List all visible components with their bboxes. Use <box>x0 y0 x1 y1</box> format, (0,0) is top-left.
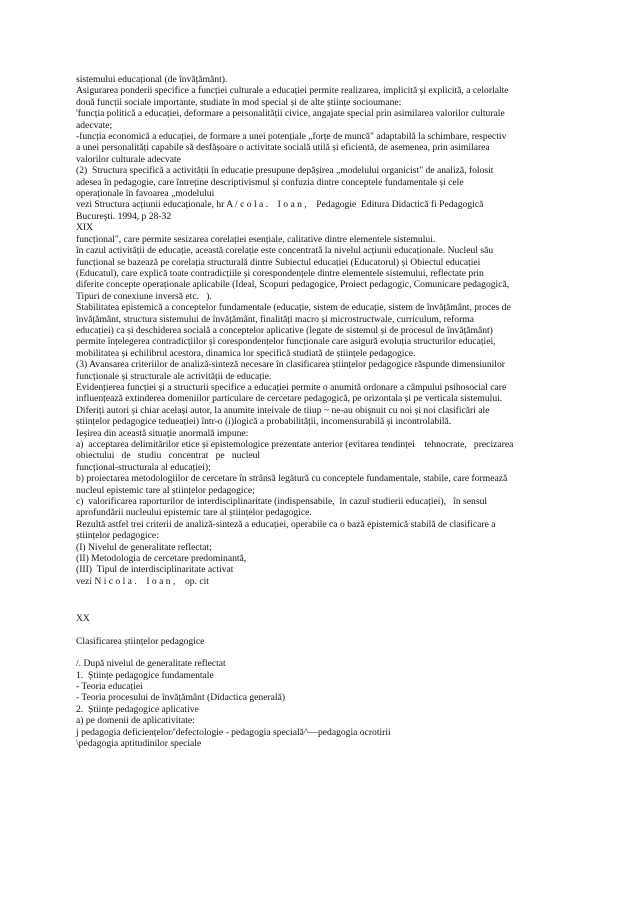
text-line: b) proiectarea metodologiilor de cercetare în strânsă legătură cu conceptele fundamentale, stabile, care formează <box>76 473 508 485</box>
text-line: /. După nivelul de generalitate reflectat <box>76 658 226 670</box>
page-content <box>76 74 576 749</box>
text-line: influențează extinderea domeniilor particulare de cercetare pedagogică, pe orizontala și pe verticala sistemului. <box>76 393 503 405</box>
text-line: Ieșirea din această situație anormală impune: <box>76 427 249 439</box>
spacer <box>76 587 576 613</box>
text-line: a) acceptarea delimitărilor etice și epistemologice prezentate anterior (evitarea tendinței tehnocrate, precizarea <box>76 439 514 450</box>
text-line: vezi Structura acțiunii educaționale, hr A / c o l a . I o a n , Pedagogie Editura Didactică fi Pedagogică <box>76 199 484 211</box>
text-line: \pedagogia aptitudinilor speciale <box>76 737 202 749</box>
text-line: - Teoria educației <box>76 680 143 692</box>
text-line: funcțional-structurala al educației); <box>76 461 211 473</box>
text-line: adesea în pedagogie, care întreține descriptivismul și confuzia dintre conceptele fundamentale și cele <box>76 176 464 188</box>
text-line: vezi N i c o l a . I o a n , op. cit <box>76 575 209 587</box>
spacer <box>76 647 576 658</box>
text-line: științelor pedagogice tedueației) într-o (i)logică a probabilității, incomensurabilă și incontrolabilă. <box>76 416 452 428</box>
text-line: c) valorificarea raporturilor de interdisciplinaritate (indispensabile, în cazul studierii educației), în sensul <box>76 496 488 508</box>
text-line: (II) Metodologia de cercetare predominantă, <box>76 553 247 565</box>
text-line: XIX <box>76 222 94 234</box>
text-line: diferite concepte operaționale aplicabile (Ideal, Scopuri pedagogice, Proiect pedagogic, Comunicare pedagogică, <box>76 279 510 291</box>
text-line: operaționale în favoarea „modelului <box>76 188 215 200</box>
text-line: (III) Tipul de interdisciplinaritate activat <box>76 564 234 576</box>
section-title: Clasificarea științelor pedagogice <box>76 635 205 647</box>
text-line: aprofundării nucleului epistemic tare al științelor pedagogice. <box>76 507 312 519</box>
text-line: - Teoria procesului de învățământ (Didactica generală) <box>76 692 286 704</box>
text-line: funcțional se bazează pe corelația structurală dintre Subiectul educației (Educatorul) și Obiectul educației <box>76 256 481 268</box>
text-line: 1. Științe pedagogice fundamentale <box>76 669 214 681</box>
text-line: Rezultă astfel trei criterii de analiză-sinteză a educației, operabile ca o bază epistemică stabilă de clasificare a <box>76 518 496 530</box>
text-line: Evidențierea funcției și a structurii specifice a educației permite o anumită ordonare a câmpului psihosocial care <box>76 381 507 393</box>
text-line: sistemului educațional (de învățământ). <box>76 74 228 85</box>
spacer <box>76 625 576 636</box>
text-line: Asigurarea ponderii specifice a funcției culturale a educației permite realizarea, implicită și explicită, a celorlalte <box>76 85 509 97</box>
text-line: Stabilitatea epistemică a conceptelor fundamentale (educație, sistem de educație, sistem de învățământ, proces de <box>76 302 511 314</box>
text-line: a) pe domenii de aplicativitate: <box>76 715 195 727</box>
text-line: funcțional", care permite sesizarea corelației esențiale, calitative dintre elementele sistemului. <box>76 233 436 245</box>
text-line: valorilor culturale adecvate <box>76 153 181 165</box>
text-line: adecvate; <box>76 119 113 131</box>
text-line: -funcția economică a educației, de formare a unei potențiale „forțe de muncă" adaptabilă la schimbare, respectiv <box>76 131 507 143</box>
text-line: două funcții sociale importante, studiate în mod special și de alte științe socioumane: <box>76 96 402 108</box>
section-marker: XX <box>76 613 90 625</box>
text-line: nucleul epistemic tare al științelor pedagogice; <box>76 484 255 496</box>
text-line: funcționale și structurale ale activității de educație. <box>76 370 272 382</box>
text-line: 'funcția politică a educației, deformare a personalității civice, angajate special prin asimilarea valorilor culturale <box>76 108 505 120</box>
text-line: în cazul activității de educație, această corelație este concentrată la nivelul acțiunii educaționale. Nucleul său <box>76 245 494 257</box>
text-line: științelor pedagogice: <box>76 530 159 542</box>
text-line: a unei personalități capabile să desfășoare o activitate socială utilă și eficientă, de asemenea, prin asimilarea <box>76 142 490 154</box>
text-block-main <box>76 74 576 587</box>
text-line: (I) Nivelul de generalitate reflectat; <box>76 541 212 553</box>
text-line: (2) Structura specifică a activității în educație presupune depășirea „modelului organicist" de analiză, folosit <box>76 165 494 177</box>
text-line: 2. Științe pedagogice aplicative <box>76 703 199 715</box>
text-line: (3) Avansarea criteriilor de analiză-sinteză necesare în clasificarea științelor pedagogice răspunde dimensiunilor <box>76 359 505 371</box>
text-line: mobilitatea și echilibrul acestora, dinamica lor specifică studiată de științele pedagogice. <box>76 347 416 359</box>
text-line: Diferiți autori și chiar același autor, la anumite inteivale de tiiup ~ ne-au obișnuit cu noi și noi clasificări ale <box>76 404 490 416</box>
text-block-classification <box>76 658 576 749</box>
text-line: j pedagogia deficiențelor/'defectologie - pedagogia specială^—pedagogia ocrotirii <box>76 726 391 738</box>
text-line: permite înțelegerea contradicțiilor și corespondențelor funcționale care asigură evoluția structurilor educației, <box>76 336 496 348</box>
text-line: învățământ, structura sistemului de învățământ, finalități macro și microstructwale, curriculum, reforma <box>76 313 475 325</box>
text-line: educației) ca și deschiderea socială a conceptelor aplicative (legate de sistemul și de procesul de învățământ) <box>76 324 493 336</box>
text-line: București. 1994, p 28-32 <box>76 210 172 222</box>
text-line: (Educatul), care explică toate contradicțiile și corespondențele dintre elementele sistemului, reflectate prin <box>76 267 484 279</box>
text-line: Tipuri de conexiune inversă etc. ). <box>76 290 212 302</box>
text-line: obiectului de studiu concentrat pe nucleul <box>76 450 261 462</box>
